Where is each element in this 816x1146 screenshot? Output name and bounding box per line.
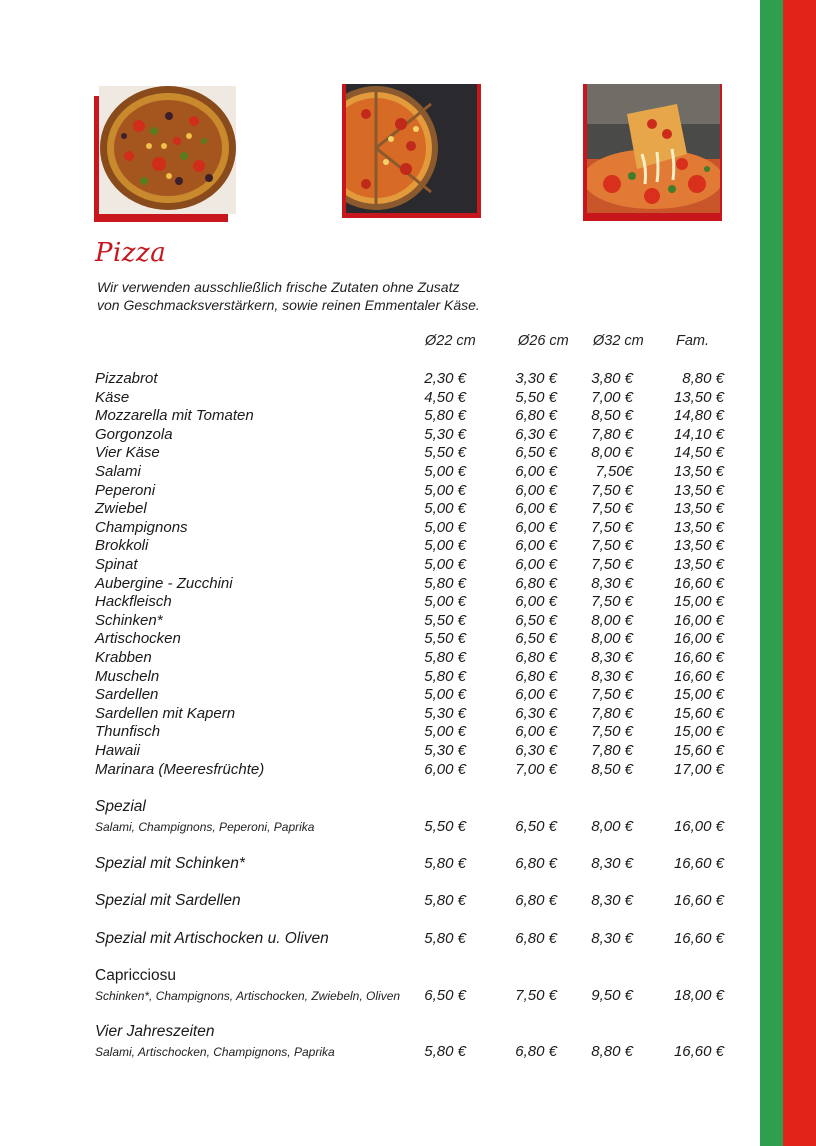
- menu-row: [0, 407, 760, 426]
- price-26cm: 5,50 €: [515, 388, 557, 406]
- menu-row: [0, 463, 760, 482]
- pizza-name: Schinken*: [95, 611, 163, 629]
- special-prices: [0, 930, 760, 950]
- column-header-family: Fam.: [676, 333, 710, 349]
- special-prices: [0, 892, 760, 912]
- price-family: 8,80 €: [682, 370, 724, 387]
- price-32cm: 9,50 €: [591, 987, 633, 1004]
- price-26cm: 3,30 €: [515, 370, 557, 387]
- price-32cm: 8,00 €: [591, 630, 633, 648]
- special-name: Spezial: [95, 798, 146, 815]
- price-26cm: 6,50 €: [515, 444, 557, 462]
- pizza-name: Peperoni: [95, 481, 156, 499]
- pizza-image-3: [587, 84, 720, 213]
- menu-row: [0, 444, 760, 463]
- price-family: 17,00 €: [673, 760, 724, 778]
- price-family: 16,60 €: [673, 892, 724, 909]
- special-name: Capricciosu: [95, 967, 176, 984]
- price-32cm: 8,00 €: [591, 818, 633, 835]
- pizza-name: Salami: [95, 463, 141, 480]
- special-prices: [0, 1043, 760, 1063]
- price-family: 14,80 €: [673, 407, 724, 425]
- price-family: 16,00 €: [673, 630, 724, 648]
- price-32cm: 8,30 €: [591, 667, 633, 685]
- price-22cm: 4,50 €: [424, 388, 466, 406]
- pizza-name: Brokkoli: [95, 537, 149, 555]
- price-32cm: 8,30 €: [591, 855, 633, 872]
- price-32cm: 8,30 €: [591, 930, 633, 947]
- pizza-name: Aubergine - Zucchini: [95, 574, 233, 592]
- pizza-name: Sardellen: [95, 686, 159, 704]
- price-26cm: 6,00 €: [515, 723, 557, 741]
- price-family: 16,60 €: [673, 574, 724, 592]
- special-prices: [0, 818, 760, 838]
- price-26cm: 6,50 €: [515, 818, 557, 835]
- price-family: 16,00 €: [673, 818, 724, 835]
- price-32cm: 8,30 €: [591, 574, 633, 592]
- price-family: 15,00 €: [673, 723, 724, 741]
- price-26cm: 6,50 €: [515, 630, 557, 648]
- special-prices: [0, 987, 760, 1007]
- menu-row: [0, 370, 760, 389]
- price-22cm: 5,00 €: [424, 500, 466, 518]
- price-32cm: 7,50 €: [591, 481, 633, 499]
- pizza-image-2: [346, 84, 477, 213]
- price-22cm: 5,00 €: [424, 686, 466, 704]
- column-header-26cm: Ø26 cm: [518, 333, 569, 349]
- price-family: 16,60 €: [673, 667, 724, 685]
- price-family: 15,60 €: [673, 742, 724, 759]
- price-26cm: 6,80 €: [515, 892, 557, 909]
- pizza-name: Zwiebel: [95, 500, 147, 518]
- price-family: 13,50 €: [673, 537, 724, 555]
- price-32cm: 7,80 €: [591, 704, 633, 722]
- menu-row: [0, 537, 760, 556]
- price-family: 13,50 €: [673, 556, 724, 573]
- price-family: 16,60 €: [673, 930, 724, 947]
- pizza-name: Spinat: [95, 556, 138, 573]
- price-32cm: 8,80 €: [591, 1043, 633, 1060]
- price-22cm: 5,80 €: [424, 407, 466, 425]
- price-32cm: 3,80 €: [591, 370, 633, 387]
- special-name: Spezial mit Artischocken u. Oliven: [95, 930, 329, 947]
- price-22cm: 5,50 €: [424, 818, 466, 835]
- price-32cm: 7,50 €: [591, 537, 633, 555]
- price-26cm: 6,30 €: [515, 425, 557, 443]
- menu-row: [0, 500, 760, 519]
- price-22cm: 5,00 €: [424, 481, 466, 499]
- price-32cm: 7,50 €: [591, 518, 633, 536]
- price-22cm: 5,80 €: [424, 930, 466, 947]
- flag-stripe-green: [760, 0, 783, 1146]
- price-26cm: 6,80 €: [515, 855, 557, 872]
- price-family: 14,10 €: [673, 425, 724, 443]
- price-32cm: 7,50€: [595, 463, 633, 480]
- price-26cm: 7,50 €: [515, 987, 557, 1004]
- special-prices: [0, 855, 760, 875]
- pizza-name: Champignons: [95, 518, 188, 536]
- menu-row: [0, 668, 760, 687]
- price-22cm: 6,50 €: [424, 987, 466, 1004]
- price-26cm: 6,50 €: [515, 611, 557, 629]
- price-family: 13,50 €: [673, 463, 724, 480]
- pizza-name: Hawaii: [95, 742, 141, 759]
- menu-row: [0, 426, 760, 445]
- pizza-name: Marinara (Meeresfrüchte): [95, 760, 265, 778]
- pizza-name: Sardellen mit Kapern: [95, 704, 236, 722]
- price-26cm: 6,80 €: [515, 1043, 557, 1060]
- price-22cm: 5,30 €: [424, 742, 466, 759]
- column-header-32cm: Ø32 cm: [593, 333, 644, 349]
- flag-stripe-red: [783, 0, 816, 1146]
- price-32cm: 7,50 €: [591, 723, 633, 741]
- price-family: 16,00 €: [673, 611, 724, 629]
- pizza-image-1: [99, 86, 236, 214]
- price-family: 15,00 €: [673, 686, 724, 704]
- menu-row: [0, 630, 760, 649]
- price-22cm: 5,00 €: [424, 463, 466, 480]
- pizza-name: Pizzabrot: [95, 370, 158, 387]
- menu-row: [0, 519, 760, 538]
- price-family: 15,00 €: [673, 593, 724, 611]
- price-22cm: 5,00 €: [424, 723, 466, 741]
- price-32cm: 8,30 €: [591, 892, 633, 909]
- price-32cm: 7,50 €: [591, 593, 633, 611]
- price-26cm: 6,00 €: [515, 518, 557, 536]
- price-22cm: 5,80 €: [424, 574, 466, 592]
- price-26cm: 6,80 €: [515, 574, 557, 592]
- price-32cm: 7,50 €: [591, 500, 633, 518]
- price-22cm: 5,50 €: [424, 444, 466, 462]
- price-26cm: 6,00 €: [515, 556, 557, 573]
- price-26cm: 6,80 €: [515, 407, 557, 425]
- price-family: 13,50 €: [673, 388, 724, 406]
- price-22cm: 5,00 €: [424, 518, 466, 536]
- special-name: Spezial mit Schinken*: [95, 855, 245, 872]
- price-26cm: 6,00 €: [515, 500, 557, 518]
- price-22cm: 5,80 €: [424, 892, 466, 909]
- price-32cm: 8,50 €: [591, 407, 633, 425]
- price-22cm: 5,00 €: [424, 593, 466, 611]
- menu-row: [0, 723, 760, 742]
- price-26cm: 6,00 €: [515, 463, 557, 480]
- intro-text: [97, 278, 480, 314]
- pizza-name: Vier Käse: [95, 444, 160, 462]
- price-22cm: 5,50 €: [424, 611, 466, 629]
- price-26cm: 6,00 €: [515, 537, 557, 555]
- price-32cm: 8,50 €: [591, 760, 633, 778]
- price-family: 15,60 €: [673, 704, 724, 722]
- price-22cm: 5,30 €: [424, 425, 466, 443]
- menu-row: [0, 556, 760, 575]
- special-description: Salami, Champignons, Peperoni, Paprika: [95, 820, 315, 834]
- price-32cm: 7,80 €: [591, 742, 633, 759]
- pizza-name: Krabben: [95, 649, 152, 666]
- price-32cm: 7,50 €: [591, 686, 633, 704]
- price-32cm: 7,00 €: [591, 388, 633, 406]
- section-title: Pizza: [95, 238, 167, 268]
- special-name: Spezial mit Sardellen: [95, 892, 241, 909]
- menu-row: [0, 742, 760, 761]
- price-family: 14,50 €: [673, 444, 724, 462]
- pizza-name: Thunfisch: [95, 723, 161, 741]
- pizza-name: Gorgonzola: [95, 425, 173, 443]
- price-26cm: 6,00 €: [515, 686, 557, 704]
- special-name: Vier Jahreszeiten: [95, 1023, 215, 1040]
- special-description: Salami, Artischocken, Champignons, Paprika: [95, 1045, 335, 1059]
- price-26cm: 6,00 €: [515, 593, 557, 611]
- intro-line-2: von Geschmacksverstärkern, sowie reinen Emmentaler Käse.: [97, 297, 480, 313]
- price-26cm: 6,00 €: [515, 481, 557, 499]
- menu-row: [0, 705, 760, 724]
- menu-row: [0, 389, 760, 408]
- menu-row: [0, 482, 760, 501]
- menu-row: [0, 649, 760, 668]
- price-22cm: 5,80 €: [424, 649, 466, 666]
- column-header-22cm: Ø22 cm: [425, 333, 476, 349]
- menu-row: [0, 612, 760, 631]
- menu-row: [0, 686, 760, 705]
- price-32cm: 8,00 €: [591, 611, 633, 629]
- price-26cm: 6,80 €: [515, 667, 557, 685]
- menu-row: [0, 593, 760, 612]
- price-family: 13,50 €: [673, 500, 724, 518]
- menu-row: [0, 575, 760, 594]
- price-22cm: 5,00 €: [424, 556, 466, 573]
- price-22cm: 5,30 €: [424, 704, 466, 722]
- price-family: 13,50 €: [673, 481, 724, 499]
- pizza-name: Mozzarella mit Tomaten: [95, 407, 254, 425]
- price-family: 16,60 €: [673, 649, 724, 666]
- menu-row: [0, 761, 760, 780]
- price-family: 13,50 €: [673, 518, 724, 536]
- price-26cm: 6,30 €: [515, 704, 557, 722]
- pizza-name: Muscheln: [95, 667, 160, 685]
- price-26cm: 6,80 €: [515, 649, 557, 666]
- price-22cm: 5,00 €: [424, 537, 466, 555]
- price-26cm: 6,30 €: [515, 742, 557, 759]
- price-family: 16,60 €: [673, 1043, 724, 1060]
- price-32cm: 8,00 €: [591, 444, 633, 462]
- price-22cm: 2,30 €: [424, 370, 466, 387]
- price-22cm: 6,00 €: [424, 760, 466, 778]
- price-family: 18,00 €: [673, 987, 724, 1004]
- price-family: 16,60 €: [673, 855, 724, 872]
- price-22cm: 5,80 €: [424, 667, 466, 685]
- price-32cm: 7,80 €: [591, 425, 633, 443]
- pizza-name: Käse: [95, 388, 130, 406]
- pizza-name: Hackfleisch: [95, 593, 172, 611]
- pizza-name: Artischocken: [95, 630, 181, 648]
- price-32cm: 8,30 €: [591, 649, 633, 666]
- price-26cm: 6,80 €: [515, 930, 557, 947]
- intro-line-1: Wir verwenden ausschließlich frische Zutaten ohne Zusatz: [97, 279, 460, 295]
- price-22cm: 5,80 €: [424, 1043, 466, 1060]
- price-26cm: 7,00 €: [515, 760, 557, 778]
- price-22cm: 5,80 €: [424, 855, 466, 872]
- special-description: Schinken*, Champignons, Artischocken, Zwiebeln, Oliven: [95, 989, 401, 1003]
- price-22cm: 5,50 €: [424, 630, 466, 648]
- price-32cm: 7,50 €: [591, 556, 633, 573]
